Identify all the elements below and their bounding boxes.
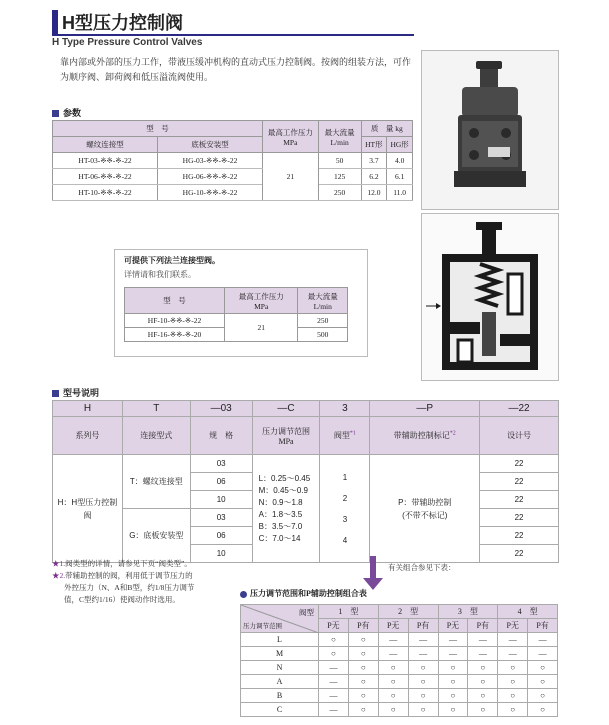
row-label: M xyxy=(241,647,319,661)
cell-flow: 250 xyxy=(298,314,348,328)
combo-cell: — xyxy=(498,633,528,647)
params-heading: 参数 xyxy=(52,106,81,119)
size-cell: 03 xyxy=(190,455,252,473)
combo-cell: ○ xyxy=(319,633,349,647)
label-type: 阀型$^{*1}$ xyxy=(320,417,370,455)
sub-header: P有 xyxy=(528,619,558,633)
range-item: B：3.5～7.0 xyxy=(258,521,303,531)
cell-hg: 4.0 xyxy=(387,153,413,169)
size-cell: 10 xyxy=(190,545,252,563)
combo-cell: — xyxy=(408,633,438,647)
combo-cell: — xyxy=(468,647,498,661)
cell-model: HF-16-※※-※-20 xyxy=(125,328,225,342)
col-threaded: 螺纹连接型 xyxy=(53,137,158,153)
type-item: 1 xyxy=(342,472,348,482)
note-2c: 值，C型约1/16）使阀动作时选用。 xyxy=(64,595,180,604)
type-item: 4 xyxy=(342,535,348,545)
page-subtitle: H Type Pressure Control Valves xyxy=(52,37,203,48)
title-accent-bar xyxy=(52,10,58,34)
row-label: L xyxy=(241,633,319,647)
combo-cell: ○ xyxy=(468,661,498,675)
combo-cell: ○ xyxy=(348,703,378,717)
cell-base: HG-10-※※-※-22 xyxy=(158,185,263,201)
col-pressure: 最高工作压力 MPa xyxy=(263,121,319,153)
combo-cell: — xyxy=(438,647,468,661)
combo-cell: ○ xyxy=(408,661,438,675)
combo-cell: ○ xyxy=(528,689,558,703)
label-size: 规 格 xyxy=(190,417,252,455)
flange-table xyxy=(124,287,348,342)
table-row xyxy=(125,314,348,328)
sub-header: P有 xyxy=(468,619,498,633)
cell-threaded: HT-03-※※-※-22 xyxy=(53,153,158,169)
label-aux: 带辅助控制标记$^{*2}$ xyxy=(370,417,480,455)
type-header: 1 型 xyxy=(319,605,379,619)
combo-cell: ○ xyxy=(498,661,528,675)
range-list xyxy=(252,455,320,563)
note-2: ★2.带辅助控制的阀，利用低于调节压力的 xyxy=(52,571,193,580)
combo-cell: ○ xyxy=(319,647,349,661)
aux-text: P：带辅助控制 xyxy=(398,497,452,507)
combo-cell: ○ xyxy=(348,661,378,675)
description: 靠内部或外部的压力工作，带液压缓冲机构的直动式压力控制阀。按阀的组装方法，可作为顺序阀、卸荷阀和低压溢流阀使用。 xyxy=(60,57,412,82)
square-bullet-icon xyxy=(52,390,59,397)
table-row xyxy=(241,661,558,675)
table-row xyxy=(53,153,413,169)
combo-cell: ○ xyxy=(468,703,498,717)
sub-header: P有 xyxy=(408,619,438,633)
code-conn: T xyxy=(122,401,190,417)
table-row xyxy=(241,647,558,661)
table-row xyxy=(241,689,558,703)
combo-cell: ○ xyxy=(408,689,438,703)
sub-header: P无 xyxy=(378,619,408,633)
cell-hg: 11.0 xyxy=(387,185,413,201)
cell-base: HG-06-※※-※-22 xyxy=(158,169,263,185)
col-model: 型 号 xyxy=(125,288,225,314)
cell-threaded: HT-10-※※-※-22 xyxy=(53,185,158,201)
combo-heading: 压力调节范围和P辅助控制组合表 xyxy=(240,588,367,599)
cell-flow: 125 xyxy=(318,169,361,185)
table-row xyxy=(53,185,413,201)
type-header: 2 型 xyxy=(378,605,438,619)
type-header: 3 型 xyxy=(438,605,498,619)
conn-base: G：底板安装型 xyxy=(122,509,190,563)
combo-cell: ○ xyxy=(408,675,438,689)
combo-cell: — xyxy=(319,661,349,675)
cell-model: HF-10-※※-※-22 xyxy=(125,314,225,328)
combo-cell: — xyxy=(378,647,408,661)
combo-note: 有关组合参见下表： xyxy=(388,563,456,572)
range-item: M：0.45～0.9 xyxy=(258,485,308,495)
combo-cell: — xyxy=(319,703,349,717)
type-header: 4 型 xyxy=(498,605,558,619)
type-item: 3 xyxy=(342,514,348,524)
code-aux: —P xyxy=(370,401,480,417)
combo-cell: ○ xyxy=(378,689,408,703)
combo-cell: ○ xyxy=(348,689,378,703)
combo-cell: ○ xyxy=(498,689,528,703)
row-label: A xyxy=(241,675,319,689)
range-item: L：0.25～0.45 xyxy=(258,473,311,483)
label-design: 设计号 xyxy=(480,417,559,455)
col-flow: 最大流量 L/min xyxy=(298,288,348,314)
cell-ht: 12.0 xyxy=(361,185,387,201)
combo-cell: ○ xyxy=(528,675,558,689)
sub-header: P无 xyxy=(498,619,528,633)
design-cell: 22 xyxy=(480,455,559,473)
combo-cell: ○ xyxy=(378,675,408,689)
combo-cell: — xyxy=(438,633,468,647)
sub-header: P无 xyxy=(438,619,468,633)
circle-bullet-icon xyxy=(240,591,247,598)
combo-cell: — xyxy=(528,647,558,661)
flange-line2: 详情请和我们联系。 xyxy=(124,270,196,279)
col-ht: HT形 xyxy=(361,137,387,153)
size-cell: 06 xyxy=(190,473,252,491)
cell-flow: 500 xyxy=(298,328,348,342)
combo-cell: ○ xyxy=(438,675,468,689)
cell-threaded: HT-06-※※-※-22 xyxy=(53,169,158,185)
cell-pressure: 21 xyxy=(225,314,298,342)
cell-ht: 3.7 xyxy=(361,153,387,169)
table-row xyxy=(241,703,558,717)
design-cell: 22 xyxy=(480,527,559,545)
code-series: H xyxy=(53,401,123,417)
cross-section-drawing xyxy=(421,213,559,381)
label-range: 压力调节范围 MPa xyxy=(252,417,320,455)
model-code-table xyxy=(52,400,559,563)
aux-desc xyxy=(370,455,480,563)
combo-cell: — xyxy=(319,675,349,689)
col-hg: HG形 xyxy=(387,137,413,153)
combo-table xyxy=(240,604,558,717)
cell-flow: 50 xyxy=(318,153,361,169)
conn-threaded: T：螺纹连接型 xyxy=(122,455,190,509)
label-conn: 连接型式 xyxy=(122,417,190,455)
col-mass: 质 量 kg xyxy=(361,121,412,137)
code-type: 3 xyxy=(320,401,370,417)
row-label: C xyxy=(241,703,319,717)
cross-section-icon xyxy=(422,214,558,380)
combo-cell: ○ xyxy=(498,675,528,689)
combo-cell: ○ xyxy=(528,703,558,717)
aux-note: (不带不标记) xyxy=(402,510,448,520)
page-title: H型压力控制阀 xyxy=(62,13,183,33)
combo-cell: ○ xyxy=(468,675,498,689)
combo-cell: — xyxy=(378,633,408,647)
corner-cell: 阀型 压力调节范围 xyxy=(241,605,319,633)
design-cell: 22 xyxy=(480,509,559,527)
table-row xyxy=(241,675,558,689)
combo-cell: ○ xyxy=(438,689,468,703)
title-underline xyxy=(52,34,414,36)
combo-cell: ○ xyxy=(528,661,558,675)
col-flow: 最大流量 L/min xyxy=(318,121,361,153)
size-cell: 06 xyxy=(190,527,252,545)
combo-cell: ○ xyxy=(498,703,528,717)
cell-flow: 250 xyxy=(318,185,361,201)
type-list xyxy=(320,455,370,563)
design-cell: 22 xyxy=(480,545,559,563)
cell-ht: 6.2 xyxy=(361,169,387,185)
combo-cell: ○ xyxy=(348,675,378,689)
col-model: 型 号 xyxy=(53,121,263,137)
combo-cell: ○ xyxy=(378,661,408,675)
code-range: —C xyxy=(252,401,320,417)
notes xyxy=(52,558,242,606)
row-label: N xyxy=(241,661,319,675)
range-item: N：0.9～1.8 xyxy=(258,497,303,507)
product-photo xyxy=(421,50,559,210)
combo-cell: — xyxy=(528,633,558,647)
size-cell: 03 xyxy=(190,509,252,527)
type-item: 2 xyxy=(342,493,348,503)
params-table xyxy=(52,120,413,201)
square-bullet-icon xyxy=(52,110,59,117)
col-pressure: 最高工作压力 MPa xyxy=(225,288,298,314)
combo-cell: — xyxy=(468,633,498,647)
code-design: —22 xyxy=(480,401,559,417)
row-label: B xyxy=(241,689,319,703)
table-row xyxy=(241,633,558,647)
design-cell: 22 xyxy=(480,473,559,491)
note-1: ★1.阀类型的详情，请参见下页“阀类型”。 xyxy=(52,559,192,568)
code-size: —03 xyxy=(190,401,252,417)
combo-cell: ○ xyxy=(438,703,468,717)
design-cell: 22 xyxy=(480,491,559,509)
cell-base: HG-03-※※-※-22 xyxy=(158,153,263,169)
sub-header: P有 xyxy=(348,619,378,633)
flange-line1: 可提供下列法兰连接型阀。 xyxy=(124,256,220,265)
size-cell: 10 xyxy=(190,491,252,509)
combo-cell: ○ xyxy=(408,703,438,717)
label-series: 系列号 xyxy=(53,417,123,455)
range-item: C：7.0～14 xyxy=(258,533,301,543)
combo-cell: — xyxy=(319,689,349,703)
note-2b: 外控压力（N、A和B型，约1/8压力调节 xyxy=(64,583,195,592)
cell-hg: 6.1 xyxy=(387,169,413,185)
valve-photo-icon xyxy=(422,51,558,209)
combo-cell: — xyxy=(408,647,438,661)
combo-cell: ○ xyxy=(348,633,378,647)
cell-pressure: 21 xyxy=(263,153,319,201)
combo-cell: ○ xyxy=(378,703,408,717)
series-desc: H：H型压力控制阀 xyxy=(53,455,123,563)
down-arrow-icon xyxy=(363,556,383,592)
range-item: A：1.8～3.5 xyxy=(258,509,303,519)
sub-header: P无 xyxy=(319,619,349,633)
combo-cell: ○ xyxy=(468,689,498,703)
col-base: 底板安装型 xyxy=(158,137,263,153)
combo-cell: ○ xyxy=(348,647,378,661)
table-row xyxy=(53,169,413,185)
model-desc-heading: 型号说明 xyxy=(52,386,99,399)
combo-cell: ○ xyxy=(438,661,468,675)
combo-cell: — xyxy=(498,647,528,661)
